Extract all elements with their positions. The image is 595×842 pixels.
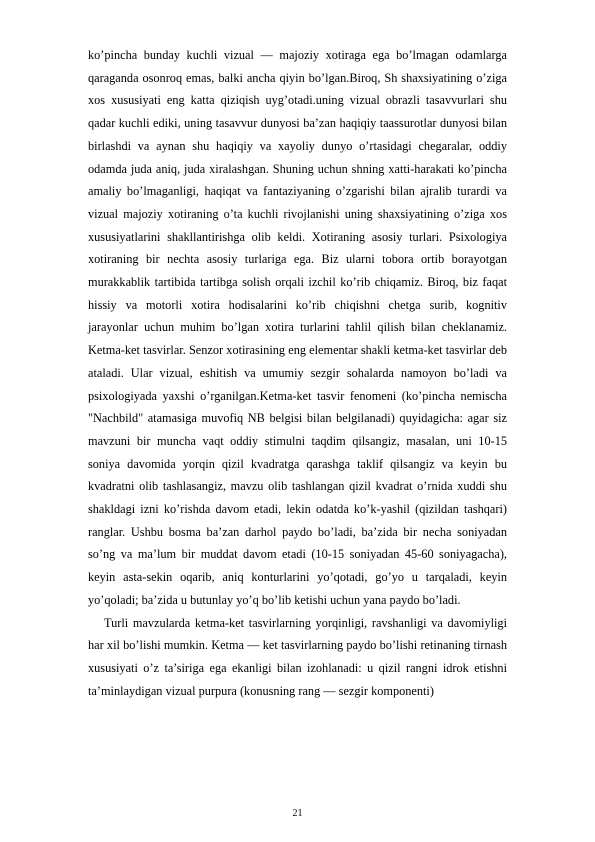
page-number: 21 <box>292 808 303 819</box>
body-text <box>88 44 507 702</box>
paragraph: ko’pincha bunday kuchli vizual — majoziy xotiraga ega bo’lmagan odamlarga qaraganda osonroq emas, balki ancha qiyin bo’lgan.Biroq, Sh shaxsiyatining o’ziga xos xususiyati eng katta qiziqish uyg’otadi.uning vizual obrazli tasavvurlari shu qadar kuchli ediki, uning tasavvur dunyosi ba’zan haqiqiy taassurotlar dunyosi bilan birlashdi va aynan shu haqiqiy va xayoliy dunyo o’rtasidagi chegaralar, oddiy odamda juda aniq, juda xiralashgan. Shuning uchun shning xatti-harakati ko’pincha amaliy bo’lmaganligi, haqiqat va fantaziyaning o’zgarishi bilan ajralib turardi va vizual majoziy xotiraning o’ta kuchli rivojlanishi uning shaxsiyatining o’ziga xos xususiyatlarini shakllantirishga olib keldi. Xotiraning asosiy turlari. Psixologiya xotiraning bir nechta asosiy turlariga ega. Biz ularni tobora ortib borayotgan murakkablik tartibida tartibga solish orqali izchil ko’rib chiqamiz. Biroq, biz faqat hissiy va motorli xotira hodisalarini ko’rib chiqishni chetga surib, kognitiv jarayonlar uchun muhim bo’lgan xotira turlarini tahlil qilish bilan cheklanamiz. Ketma-ket tasvirlar. Senzor xotirasining eng elementar shakli ketma-ket tasvirlar deb ataladi. Ular vizual, eshitish va umumiy sezgir sohalarda namoyon bo’ladi va psixologiyada yaxshi o’rganilgan.Ketma-ket tasvir fenomeni (ko’pincha nemischa "Nachbild" atamasiga muvofiq NB belgisi bilan belgilanadi) quyidagicha: agar siz mavzuni bir muncha vaqt oddiy stimulni taqdim qilsangiz, masalan, uni 10-15 soniya davomida yorqin qizil kvadratga qarashga taklif qilsangiz va keyin bu kvadratni olib tashlasangiz, mavzu olib tashlangan qizil kvadrat o’rnida xuddi shu shakldagi izni ko’rishda davom etadi, lekin odatda ko’k-yashil (qizildan tashqari) ranglar. Ushbu bosma ba’zan darhol paydo bo’ladi, ba’zida bir necha soniyadan so’ng va ma’lum bir muddat davom etadi (10-15 soniyadan 45-60 soniyagacha), keyin asta-sekin oqarib, aniq konturlarini yo’qotadi, go’yo u tarqaladi, keyin yo’qoladi; ba’zida u butunlay yo’q bo’lib ketishi uchun yana paydo bo’ladi. <box>88 48 507 607</box>
paragraph: Turli mavzularda ketma-ket tasvirlarning yorqinligi, ravshanligi va davomiyligi har xil bo’lishi mumkin. Ketma — ket tasvirlarning paydo bo’lishi retinaning tirnash xususiyati o’z ta’siriga ega ekanligi bilan izohlanadi: u qizil rangni idrok etishni ta’minlaydigan vizual purpura (konusning rang — sezgir komponenti) <box>88 615 507 698</box>
